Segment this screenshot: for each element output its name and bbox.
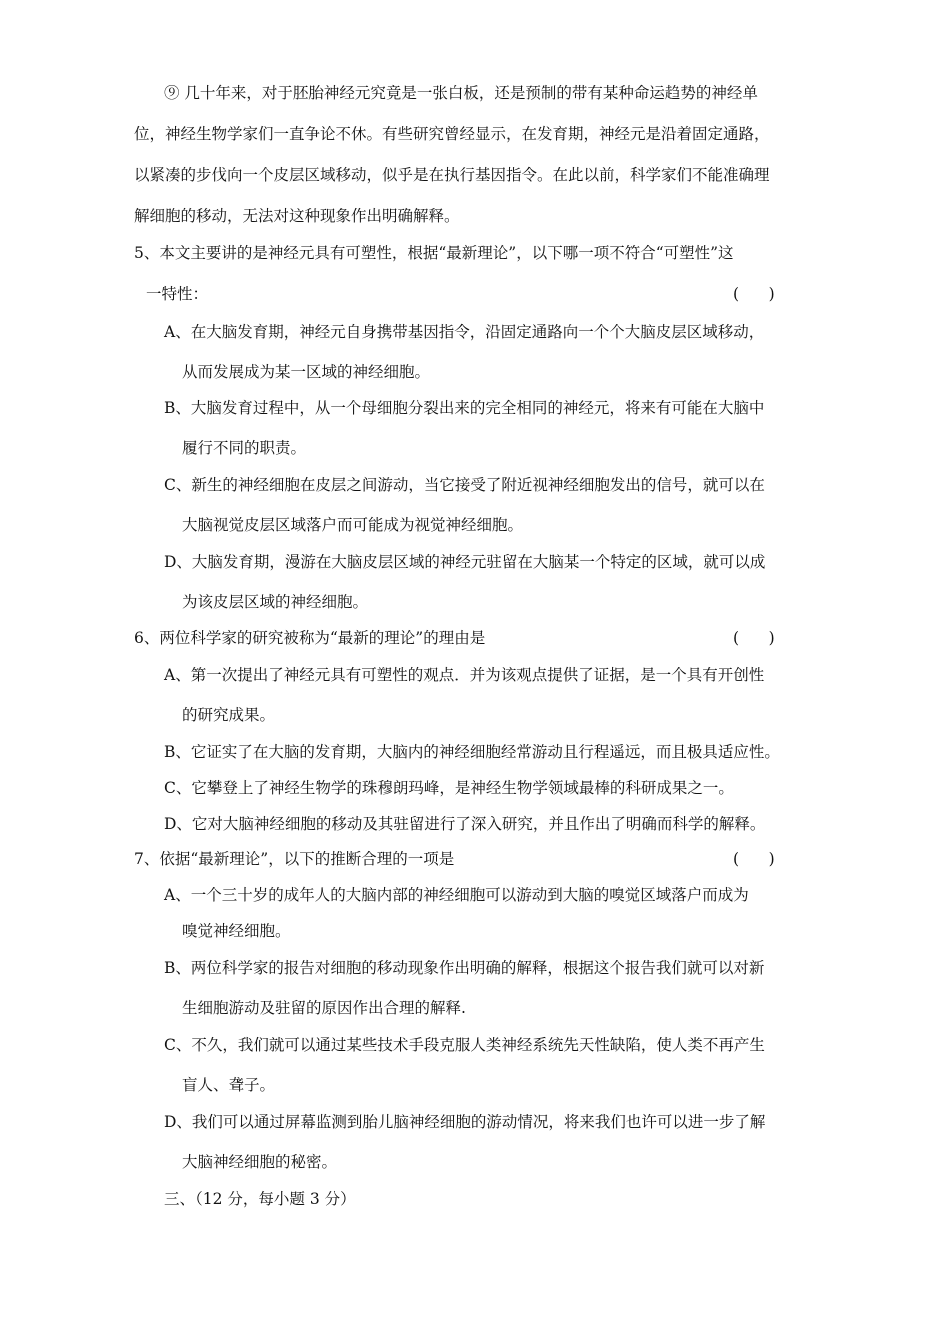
option-7a: A、一个三十岁的成年人的大脑内部的神经细胞可以游动到大脑的嗅觉区域落户而成为 [164, 886, 749, 904]
option-6a: A、第一次提出了神经元具有可塑性的观点．并为该观点提供了证据，是一个具有开创性 [164, 666, 765, 684]
question-5-stem: 5、本文主要讲的是神经元具有可塑性，根据“最新理论”，以下哪一项不符合“可塑性”这 [134, 244, 734, 262]
option-5b: B、大脑发育过程中，从一个母细胞分裂出来的完全相同的神经元，将来有可能在大脑中 [164, 399, 765, 417]
option-7c-cont: 盲人、聋子。 [182, 1076, 276, 1094]
option-5b-cont: 履行不同的职责。 [182, 439, 307, 457]
option-7c: C、不久，我们就可以通过某些技术手段克服人类神经系统先天性缺陷，使人类不再产生 [164, 1036, 765, 1054]
passage-line: ⑨ 几十年来，对于胚胎神经元究竟是一张白板，还是预制的带有某种命运趋势的神经单 [164, 84, 758, 102]
answer-blank-5: ( ) [733, 285, 775, 303]
option-6b: B、它证实了在大脑的发育期，大脑内的神经细胞经常游动且行程遥远，而且极具适应性。 [164, 743, 780, 761]
option-5c: C、新生的神经细胞在皮层之间游动，当它接受了附近视神经细胞发出的信号，就可以在 [164, 476, 765, 494]
passage-line: 解细胞的移动，无法对这种现象作出明确解释。 [134, 207, 460, 225]
option-7d-cont: 大脑神经细胞的秘密。 [182, 1153, 338, 1171]
option-5a-cont: 从而发展成为某一区域的神经细胞。 [182, 363, 431, 381]
passage-line: 以紧凑的步伐向一个皮层区域移动，似乎是在执行基因指令。在此以前，科学家们不能准确理 [134, 166, 770, 184]
question-7-stem: 7、依据“最新理论”，以下的推断合理的一项是 [134, 850, 455, 868]
section-heading: 三、（12 分，每小题 3 分） [164, 1190, 356, 1208]
option-7d: D、我们可以通过屏幕监测到胎儿脑神经细胞的游动情况，将来我们也许可以进一步了解 [164, 1113, 766, 1131]
question-5-stem-cont: 一特性： [146, 285, 209, 303]
option-7a-cont: 嗅觉神经细胞。 [182, 922, 291, 940]
option-6a-cont: 的研究成果。 [182, 706, 276, 724]
passage-line: 位，神经生物学家们一直争论不休。有些研究曾经显示，在发育期，神经元是沿着固定通路， [134, 125, 770, 143]
option-6c: C、它攀登上了神经生物学的珠穆朗玛峰，是神经生物学领域最棒的科研成果之一。 [164, 779, 734, 797]
option-6d: D、它对大脑神经细胞的移动及其驻留进行了深入研究，并且作出了明确而科学的解释。 [164, 815, 766, 833]
option-5d-cont: 为该皮层区域的神经细胞。 [182, 593, 369, 611]
answer-blank-6: ( ) [733, 629, 775, 647]
question-6-stem: 6、两位科学家的研究被称为“最新的理论”的理由是 [134, 629, 486, 647]
option-5d: D、大脑发育期，漫游在大脑皮层区域的神经元驻留在大脑某一个特定的区域，就可以成 [164, 553, 766, 571]
answer-blank-7: ( ) [733, 850, 775, 868]
option-7b: B、两位科学家的报告对细胞的移动现象作出明确的解释，根据这个报告我们就可以对新 [164, 959, 765, 977]
option-5c-cont: 大脑视觉皮层区域落户而可能成为视觉神经细胞。 [182, 516, 524, 534]
option-5a: A、在大脑发育期，神经元自身携带基因指令，沿固定通路向一个个大脑皮层区域移动， [164, 323, 765, 341]
option-7b-cont: 生细胞游动及驻留的原因作出合理的解释. [182, 999, 466, 1017]
